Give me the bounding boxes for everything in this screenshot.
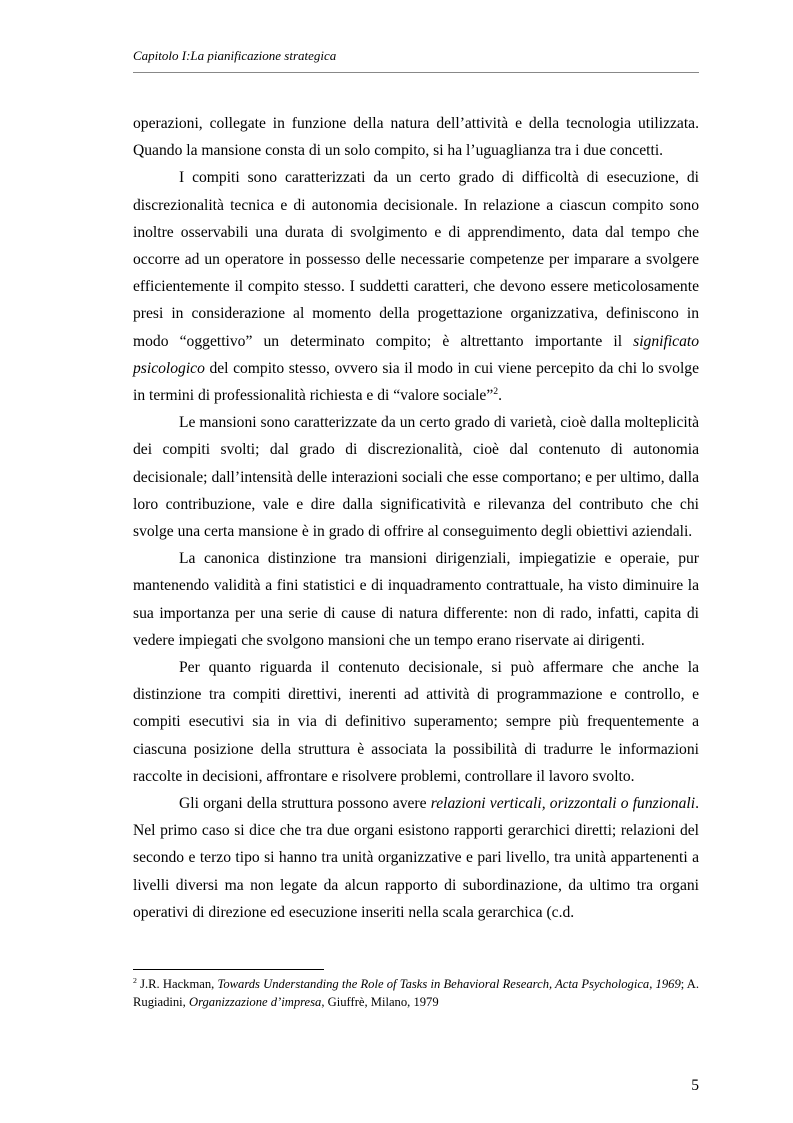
footnote-title-2: Organizzazione d’impresa <box>188 994 322 1009</box>
paragraph-4: La canonica distinzione tra mansioni dirigenziali, impiegatizie e operaie, pur mantenendo validità a fini statistici e di inquadramento contrattuale, ha visto diminuire la sua importanza per una serie di cause di natura differente: non di rado, infatti, capita di vedere impiegati che svolgono mansioni che un tempo erano riservate ai dirigenti. <box>133 550 699 649</box>
running-header: Capitolo I:La pianificazione strategica <box>133 48 337 63</box>
footnote-publisher: , Giuffrè, Milano, 1979 <box>321 994 439 1009</box>
paragraph-2-text-b: del compito stesso, ovvero sia il modo in cui viene percepito da chi lo svolge in termini di professionalità richiesta e di “valore sociale” <box>133 359 699 405</box>
paragraph-6-text-b: . Nel primo caso si dice che tra due organi esistono rapporti gerarchici diretti; relazioni del secondo e terzo tipo si hanno tra unità organizzative e pari livello, tra unità appartenenti a livelli diversi ma non legate da alcun rapporto di subordinazione, da ultimo tra organi operativi di direzione ed esecuzione inseriti nella scala gerarchica (c.d. <box>133 795 699 921</box>
footnote <box>133 976 699 1011</box>
page-number: 5 <box>691 1077 699 1094</box>
paragraph-2-emphasis: significato psicologico <box>133 332 699 377</box>
paragraph-6-emphasis: relazioni verticali, orizzontali o funzionali <box>430 795 696 813</box>
paragraph-3: Le mansioni sono caratterizzate da un certo grado di varietà, cioè dalla molteplicità dei compiti svolti; dal grado di discrezionalità, cioè dal contenuto di autonomia decisionale; dall’intensità delle interazioni sociali che esse comportano; e per ultimo, dalla loro contribuzione, vale e dire dalla significatività e rilevanza del contributo che chi svolge una certa mansione è in grado di offrire al conseguimento degli obiettivi aziendali. <box>133 414 699 541</box>
paragraph-2 <box>133 164 699 409</box>
paragraph-6 <box>133 790 699 926</box>
paragraph-1: operazioni, collegate in funzione della natura dell’attività e della tecnologia utilizzata. Quando la mansione consta di un solo compito, si ha l’uguaglianza tra i due concetti. <box>133 115 699 160</box>
footnote-reference[interactable]: 2 <box>493 385 499 397</box>
paragraph-2-text-a: I compiti sono caratterizzati da un certo grado di difficoltà di esecuzione, di discrezionalità tecnica e di autonomia decisionale. In relazione a ciascun compito sono inoltre osservabili una durata di svolgimento e di apprendimento, data dal tempo che occorre ad un operatore in possesso delle necessarie competenze per imparare a svolgere efficientemente il compito stesso. I suddetti caratteri, che devono essere meticolosamente presi in considerazione al momento della progettazione organizzativa, definiscono in modo “oggettivo” un determinato compito; è altrettanto importante il <box>133 169 699 350</box>
footnote-number: 2 <box>133 975 137 985</box>
footnote-author-1: J.R. Hackman, <box>136 977 218 991</box>
paragraph-6-text-a: Gli organi della struttura possono avere <box>179 795 431 813</box>
body-text <box>133 110 699 926</box>
footnote-title-1: Towards Understanding the Role of Tasks in Behavioral Research, Acta Psychologica, 1969 <box>217 977 681 991</box>
footnote-separator: ; A. Rugiadini, <box>133 977 699 1009</box>
header-divider <box>133 72 699 73</box>
footnote-divider <box>133 969 324 970</box>
paragraph-5: Per quanto riguarda il contenuto decisionale, si può affermare che anche la distinzione tra compiti direttivi, inerenti ad attività di programmazione e controllo, e compiti esecutivi sia in via di definitivo superamento; sempre più frequentemente a ciascuna posizione della struttura è associata la possibilità di tradurre le informazioni raccolte in decisioni, affrontare e risolvere problemi, controllare il lavoro svolto. <box>133 659 699 785</box>
paragraph-2-text-c: . <box>498 387 502 405</box>
